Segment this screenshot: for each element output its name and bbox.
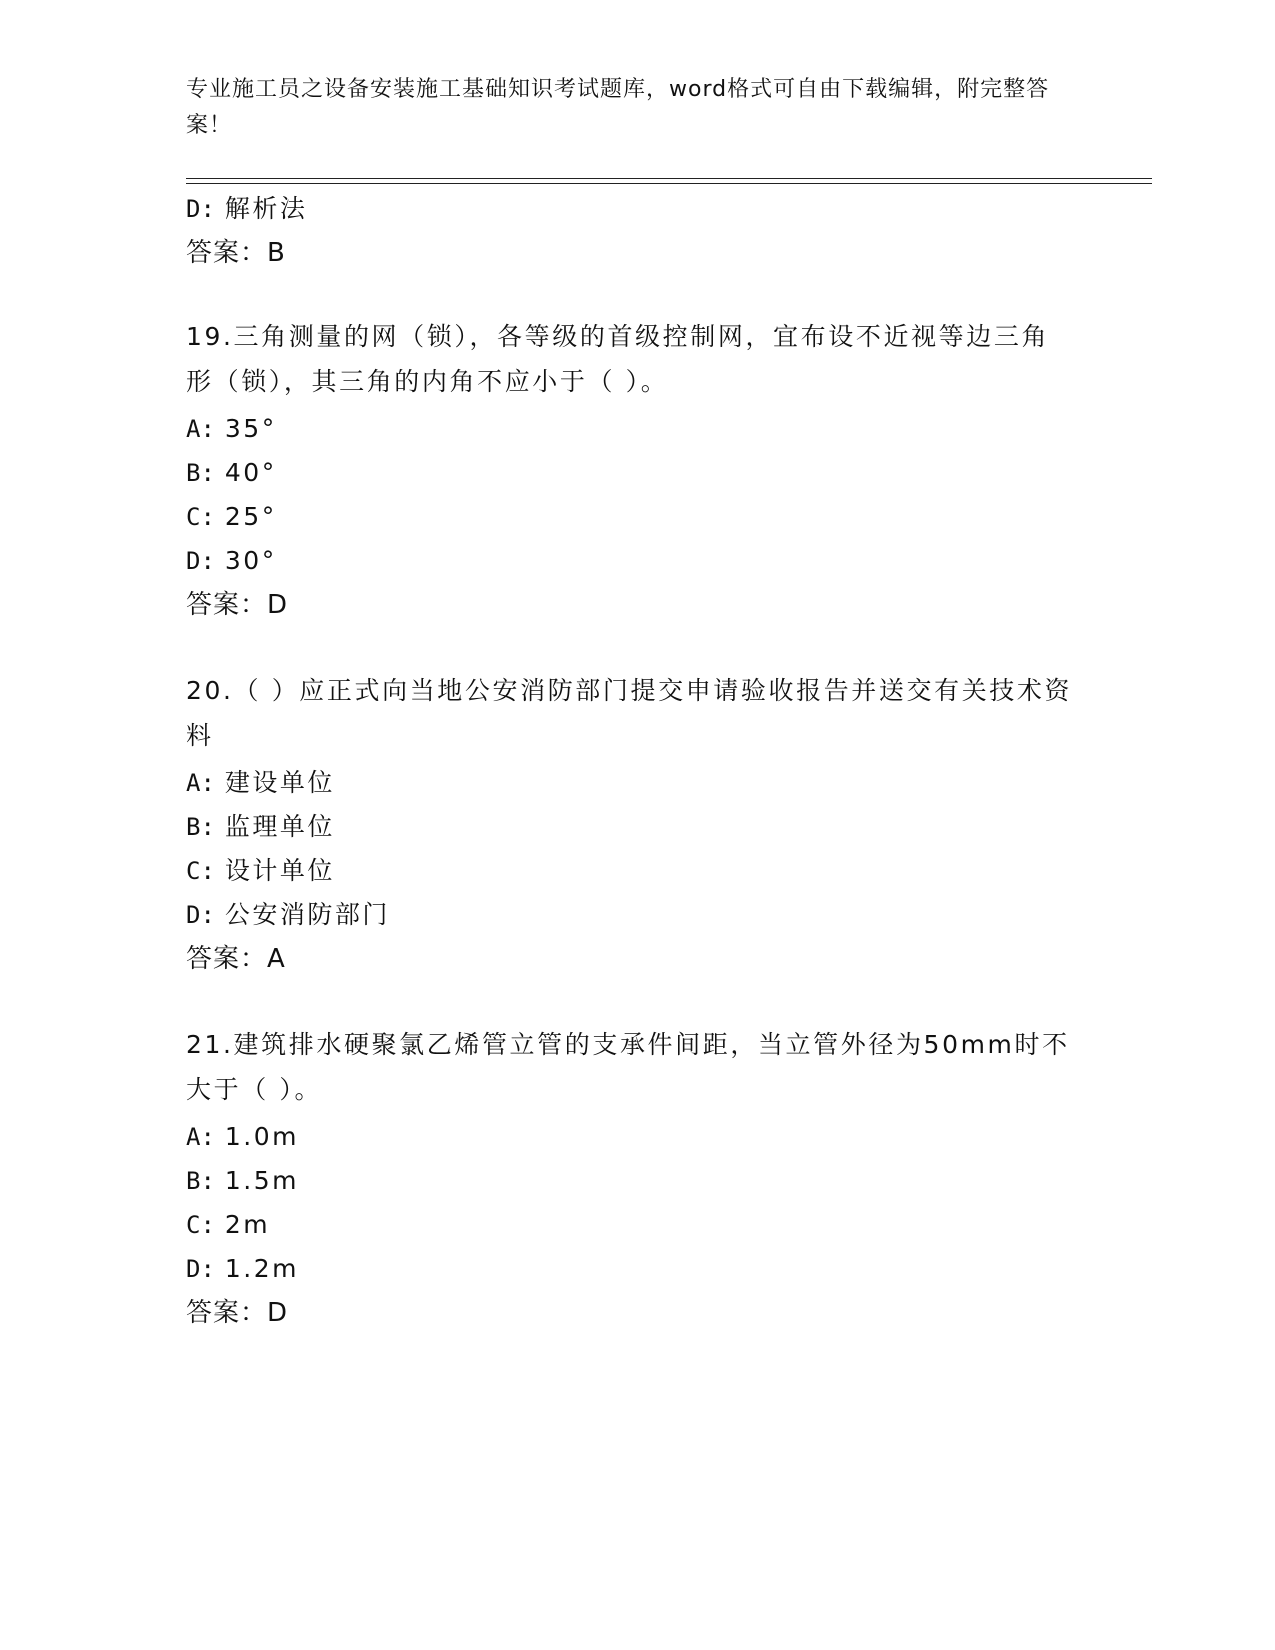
q20-answer: 答案：A [186, 944, 286, 974]
question-20-text: 20.（ ）应正式向当地公安消防部门提交申请验收报告并送交有关技术资料 [186, 676, 1073, 750]
header-divider-top [186, 178, 1152, 179]
q19-answer: 答案：D [186, 590, 289, 620]
option-key: C: [186, 1211, 215, 1239]
option-text: 1.5m [224, 1166, 300, 1195]
option-key: D: [186, 1255, 215, 1283]
q20-option-d [186, 898, 390, 932]
q21-option-c [186, 1208, 270, 1242]
option-key: A: [186, 769, 215, 797]
option-key: C: [186, 503, 215, 531]
header-divider-bottom [186, 183, 1152, 184]
option-text: 1.2m [224, 1254, 300, 1283]
option-key: B: [186, 1167, 215, 1195]
option-text: 建设单位 [224, 768, 335, 797]
option-key: D: [186, 547, 215, 575]
question-19-text: 19.三角测量的网（锁），各等级的首级控制网，宜布设不近视等边三角形（锁），其三角的内角不应小于（ ）。 [186, 322, 1050, 396]
prev-option-d [186, 192, 307, 226]
q21-option-a [186, 1120, 299, 1154]
option-key: B: [186, 459, 215, 487]
option-text: 40° [224, 458, 277, 487]
option-text: 解析法 [224, 194, 308, 223]
q20-option-a [186, 766, 335, 800]
option-text: 监理单位 [224, 812, 335, 841]
q21-answer: 答案：D [186, 1298, 289, 1328]
q19-option-d [186, 544, 277, 578]
option-key: A: [186, 1123, 215, 1151]
option-key: B: [186, 813, 215, 841]
option-key: D: [186, 195, 215, 223]
q20-option-b [186, 810, 335, 844]
option-text: 1.0m [224, 1122, 300, 1151]
option-text: 25° [224, 502, 277, 531]
option-key: A: [186, 415, 215, 443]
option-text: 35° [224, 414, 277, 443]
option-key: C: [186, 857, 215, 885]
option-key: D: [186, 901, 215, 929]
prev-answer: 答案：B [186, 238, 286, 268]
option-text: 30° [224, 546, 277, 575]
option-text: 设计单位 [224, 856, 335, 885]
q21-option-d [186, 1252, 299, 1286]
document-header: 专业施工员之设备安装施工基础知识考试题库，word格式可自由下载编辑，附完整答案！ [186, 77, 1050, 138]
option-text: 2m [224, 1210, 271, 1239]
q20-option-c [186, 854, 335, 888]
question-21-text: 21.建筑排水硬聚氯乙烯管立管的支承件间距，当立管外径为50mm时不大于（ ）。 [186, 1030, 1070, 1104]
q19-option-a [186, 412, 277, 446]
q21-option-b [186, 1164, 299, 1198]
option-text: 公安消防部门 [224, 900, 390, 929]
q19-option-b [186, 456, 277, 490]
q19-option-c [186, 500, 277, 534]
